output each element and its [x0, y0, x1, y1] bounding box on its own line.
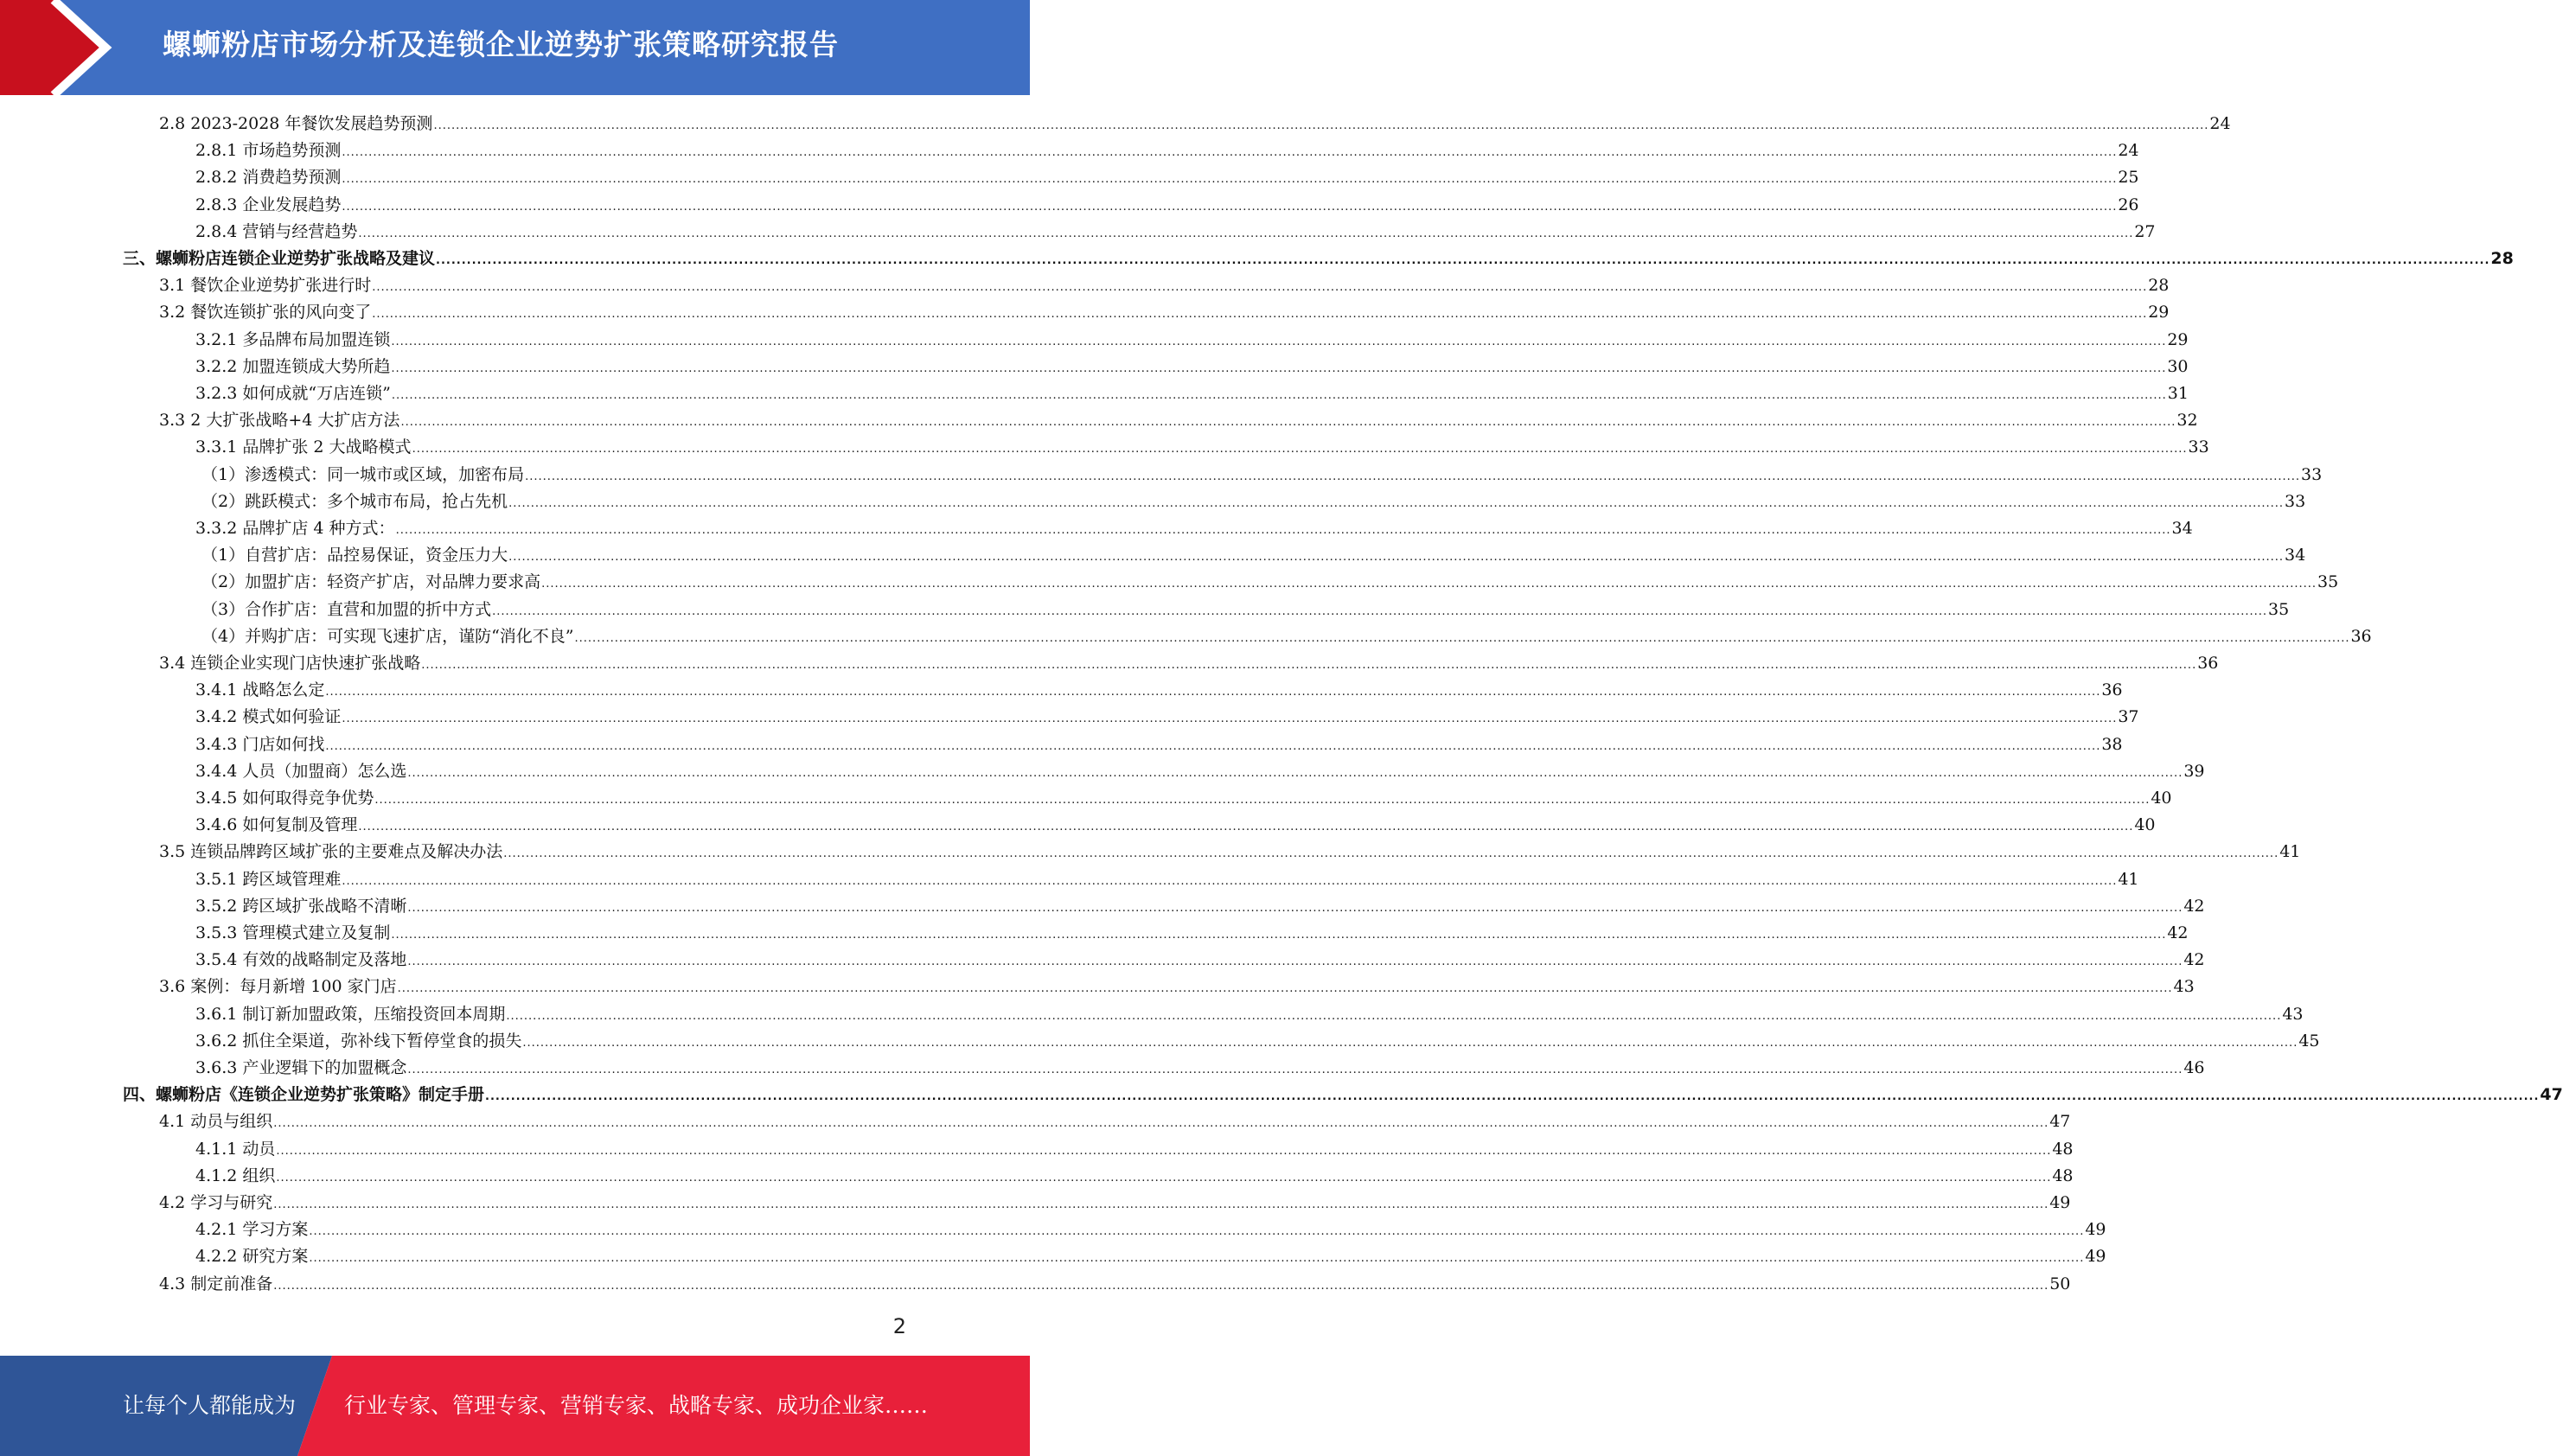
toc-entry-page: 43	[2282, 1004, 2304, 1024]
toc-entry-label: 3.4.5 如何取得竞争优势	[195, 789, 374, 808]
toc-entry-page: 31	[2167, 384, 2189, 403]
toc-entry-page: 34	[2171, 519, 2193, 538]
toc-dot-leader: ................................................................................................................................................................................................................................................................................................................................................................................................................	[325, 739, 2101, 753]
toc-dot-leader: ................................................................................................................................................................................................................................................................................................................................................................................................................	[508, 551, 2285, 565]
toc-entry[interactable]	[195, 758, 2205, 785]
toc-entry[interactable]	[195, 785, 2172, 812]
toc-entry[interactable]	[195, 731, 2123, 758]
report-title: 螺蛳粉店市场分析及连锁企业逆势扩张策略研究报告	[163, 28, 839, 61]
toc-entry[interactable]	[195, 1136, 2074, 1163]
toc-entry-page: 36	[2197, 654, 2219, 673]
toc-entry-page: 49	[2085, 1220, 2106, 1240]
toc-entry-label: 2.8.2 消费趋势预测	[195, 168, 342, 188]
toc-dot-leader: ................................................................................................................................................................................................................................................................................................................................................................................................................	[276, 1171, 2052, 1185]
toc-entry[interactable]	[159, 111, 2231, 137]
toc-entry-label: 3.5.3 管理模式建立及复制	[195, 923, 391, 942]
toc-entry[interactable]	[195, 327, 2189, 354]
toc-dot-leader: ................................................................................................................................................................................................................................................................................................................................................................................................................	[541, 578, 2317, 591]
toc-entry-page: 27	[2134, 221, 2156, 241]
toc-dot-leader: ................................................................................................................................................................................................................................................................................................................................................................................................................	[433, 119, 2209, 132]
toc-entry[interactable]	[159, 839, 2301, 865]
toc-dot-leader: ................................................................................................................................................................................................................................................................................................................................................................................................................	[492, 604, 2268, 618]
toc-entry-label: 3.5.4 有效的战略制定及落地	[195, 950, 407, 970]
toc-entry-label: 三、螺蛳粉店连锁企业逆势扩张战略及建议	[123, 249, 436, 268]
toc-dot-leader: ................................................................................................................................................................................................................................................................................................................................................................................................................	[309, 1225, 2085, 1239]
toc-entry-label: 4.2 学习与研究	[159, 1193, 273, 1212]
toc-entry-label: 3.3 2 大扩张战略+4 大扩店方法	[159, 411, 400, 431]
toc-entry-label: 2.8.4 营销与经营趋势	[195, 221, 358, 241]
toc-entry-page: 32	[2176, 411, 2198, 431]
toc-entry[interactable]	[195, 1028, 2320, 1055]
toc-entry-page: 29	[2148, 303, 2170, 322]
toc-entry[interactable]	[195, 192, 2139, 219]
toc-entry-page: 28	[2148, 276, 2170, 296]
toc-entry[interactable]	[159, 1190, 2071, 1217]
toc-entry[interactable]	[123, 1082, 2563, 1108]
toc-entry-page: 40	[2151, 789, 2172, 808]
toc-dot-leader: ................................................................................................................................................................................................................................................................................................................................................................................................................	[273, 1198, 2049, 1211]
toc-dot-leader: ................................................................................................................................................................................................................................................................................................................................................................................................................	[276, 1144, 2052, 1158]
toc-dot-leader: ................................................................................................................................................................................................................................................................................................................................................................................................................	[325, 686, 2101, 699]
toc-entry-page: 35	[2317, 572, 2339, 592]
toc-entry-page: 46	[2183, 1058, 2205, 1077]
header-red-arrow-decoration	[0, 0, 130, 95]
toc-dot-leader: ................................................................................................................................................................................................................................................................................................................................................................................................................	[508, 496, 2285, 510]
footer-slogan-left: 让每个人都能成为	[123, 1393, 297, 1418]
toc-entry-label: 3.3.1 品牌扩张 2 大战略模式	[195, 437, 412, 457]
toc-dot-leader: ................................................................................................................................................................................................................................................................................................................................................................................................................	[372, 308, 2148, 322]
page-footer	[0, 1356, 1030, 1456]
toc-entry-label: 4.1.1 动员	[195, 1139, 276, 1159]
toc-dot-leader: ................................................................................................................................................................................................................................................................................................................................................................................................................	[397, 982, 2173, 996]
toc-dot-leader: ................................................................................................................................................................................................................................................................................................................................................................................................................	[436, 254, 2490, 267]
toc-entry-label: 3.5.2 跨区域扩张战略不清晰	[195, 896, 407, 916]
toc-entry-page: 34	[2285, 546, 2306, 565]
toc-entry-label: 2.8 2023-2028 年餐饮发展趋势预测	[159, 114, 433, 133]
toc-dot-leader: ................................................................................................................................................................................................................................................................................................................................................................................................................	[407, 1063, 2183, 1076]
toc-entry-label: 3.6.2 抓住全渠道，弥补线下暂停堂食的损失	[195, 1031, 522, 1050]
toc-entry-label: （4）并购扩店：可实现飞速扩店，谨防“消化不良”	[201, 626, 574, 646]
toc-dot-leader: ................................................................................................................................................................................................................................................................................................................................................................................................................	[358, 821, 2134, 834]
toc-entry[interactable]	[195, 434, 2209, 461]
toc-dot-leader: ................................................................................................................................................................................................................................................................................................................................................................................................................	[342, 173, 2118, 187]
toc-entry[interactable]	[195, 1055, 2205, 1082]
toc-entry-page: 39	[2183, 761, 2205, 781]
toc-entry-page: 45	[2298, 1031, 2320, 1050]
toc-entry-label: 3.4.1 战略怎么定	[195, 680, 325, 700]
toc-entry[interactable]	[195, 866, 2139, 893]
toc-entry-page: 41	[2279, 842, 2301, 862]
toc-entry-label: 3.2 餐饮连锁扩张的风向变了	[159, 303, 372, 322]
toc-dot-leader: ................................................................................................................................................................................................................................................................................................................................................................................................................	[309, 1252, 2085, 1266]
toc-entry-page: 41	[2118, 869, 2139, 889]
toc-entry[interactable]	[195, 1163, 2074, 1190]
toc-entry[interactable]	[195, 1217, 2106, 1243]
toc-entry[interactable]	[159, 1271, 2071, 1298]
toc-entry[interactable]	[123, 246, 2514, 272]
toc-entry-page: 49	[2049, 1193, 2071, 1212]
toc-entry-page: 24	[2209, 114, 2231, 133]
toc-dot-leader: ................................................................................................................................................................................................................................................................................................................................................................................................................	[407, 955, 2183, 969]
toc-dot-leader: ................................................................................................................................................................................................................................................................................................................................................................................................................	[421, 659, 2197, 672]
toc-entry[interactable]	[195, 164, 2139, 191]
toc-entry-page: 49	[2085, 1247, 2106, 1267]
toc-entry-page: 40	[2134, 815, 2156, 835]
toc-entry[interactable]	[195, 219, 2156, 246]
toc-entry-page: 38	[2101, 734, 2123, 754]
toc-dot-leader: ................................................................................................................................................................................................................................................................................................................................................................................................................	[407, 766, 2183, 780]
toc-entry-page: 33	[2188, 437, 2209, 457]
toc-entry[interactable]	[195, 677, 2123, 704]
toc-dot-leader: ................................................................................................................................................................................................................................................................................................................................................................................................................	[485, 1090, 2540, 1104]
toc-dot-leader: ................................................................................................................................................................................................................................................................................................................................................................................................................	[372, 281, 2148, 295]
toc-dot-leader: ................................................................................................................................................................................................................................................................................................................................................................................................................	[525, 469, 2301, 483]
toc-dot-leader: ................................................................................................................................................................................................................................................................................................................................................................................................................	[503, 847, 2279, 861]
toc-entry[interactable]	[195, 893, 2205, 920]
toc-entry-label: 3.4.6 如何复制及管理	[195, 815, 358, 835]
toc-entry-label: 3.3.2 品牌扩店 4 种方式：	[195, 519, 395, 538]
toc-entry[interactable]	[195, 1001, 2304, 1028]
toc-dot-leader: ................................................................................................................................................................................................................................................................................................................................................................................................................	[400, 416, 2176, 430]
toc-entry-page: 33	[2285, 491, 2306, 511]
toc-entry-label: （1）自营扩店：品控易保证，资金压力大	[201, 546, 508, 565]
toc-entry-label: （3）合作扩店：直营和加盟的折中方式	[201, 599, 492, 619]
toc-dot-leader: ................................................................................................................................................................................................................................................................................................................................................................................................................	[358, 227, 2134, 240]
toc-entry-label: 3.4.3 门店如何找	[195, 734, 325, 754]
toc-entry-label: 3.4.2 模式如何验证	[195, 707, 342, 727]
toc-entry-label: 四、螺蛳粉店《连锁企业逆势扩张策略》制定手册	[123, 1085, 485, 1105]
toc-dot-leader: ................................................................................................................................................................................................................................................................................................................................................................................................................	[342, 146, 2118, 160]
toc-entry-label: （1）渗透模式：同一城市或区域，加密布局	[201, 464, 525, 484]
toc-entry[interactable]	[159, 650, 2219, 677]
toc-entry-label: 3.4.4 人员（加盟商）怎么选	[195, 761, 407, 781]
toc-entry-page: 48	[2052, 1139, 2074, 1159]
toc-entry-page: 50	[2049, 1274, 2071, 1293]
toc-entry[interactable]	[159, 407, 2198, 434]
toc-entry-page: 43	[2173, 977, 2195, 997]
toc-entry[interactable]	[195, 704, 2139, 731]
toc-entry[interactable]	[195, 137, 2139, 164]
toc-entry[interactable]	[195, 380, 2189, 407]
toc-entry-page: 42	[2183, 950, 2205, 970]
toc-entry-page: 30	[2167, 356, 2189, 376]
toc-entry-label: 4.3 制定前准备	[159, 1274, 273, 1293]
page-header	[0, 0, 1030, 95]
toc-dot-leader: ................................................................................................................................................................................................................................................................................................................................................................................................................	[407, 901, 2183, 915]
toc-dot-leader: ................................................................................................................................................................................................................................................................................................................................................................................................................	[391, 929, 2167, 942]
toc-entry-page: 29	[2167, 329, 2189, 349]
toc-entry-page: 25	[2118, 168, 2139, 188]
toc-entry-label: 3.2.1 多品牌布局加盟连锁	[195, 329, 391, 349]
toc-entry[interactable]	[159, 299, 2170, 326]
toc-entry[interactable]	[201, 489, 2306, 515]
toc-entry-page: 26	[2118, 195, 2139, 214]
toc-entry-label: 4.2.1 学习方案	[195, 1220, 309, 1240]
toc-dot-leader: ................................................................................................................................................................................................................................................................................................................................................................................................................	[522, 1036, 2298, 1050]
toc-entry-label: 4.2.2 研究方案	[195, 1247, 309, 1267]
toc-entry-label: 3.5 连锁品牌跨区域扩张的主要难点及解决办法	[159, 842, 503, 862]
toc-entry-label: 3.6 案例：每月新增 100 家门店	[159, 977, 397, 997]
toc-entry-label: 3.6.3 产业逻辑下的加盟概念	[195, 1058, 407, 1077]
toc-entry-label: 3.5.1 跨区域管理难	[195, 869, 342, 889]
toc-dot-leader: ................................................................................................................................................................................................................................................................................................................................................................................................................	[506, 1009, 2282, 1023]
toc-dot-leader: ................................................................................................................................................................................................................................................................................................................................................................................................................	[391, 335, 2167, 348]
toc-dot-leader: ................................................................................................................................................................................................................................................................................................................................................................................................................	[342, 200, 2118, 214]
toc-entry-label: 3.2.2 加盟连锁成大势所趋	[195, 356, 391, 376]
toc-entry-page: 42	[2183, 896, 2205, 916]
toc-dot-leader: ................................................................................................................................................................................................................................................................................................................................................................................................................	[273, 1279, 2049, 1293]
toc-entry[interactable]	[201, 569, 2339, 596]
toc-entry-label: 4.1.2 组织	[195, 1165, 276, 1185]
toc-entry-page: 33	[2301, 464, 2323, 484]
toc-entry[interactable]	[201, 542, 2306, 569]
toc-entry-page: 28	[2490, 249, 2514, 268]
toc-entry[interactable]	[201, 597, 2290, 623]
toc-entry[interactable]	[195, 1243, 2106, 1270]
toc-entry[interactable]	[159, 272, 2170, 299]
toc-entry-page: 36	[2350, 626, 2372, 646]
toc-entry-label: 3.1 餐饮企业逆势扩张进行时	[159, 276, 372, 296]
toc-entry-label: 4.1 动员与组织	[159, 1112, 273, 1132]
toc-dot-leader: ................................................................................................................................................................................................................................................................................................................................................................................................................	[391, 389, 2167, 402]
footer-slogan-right: 行业专家、管理专家、营销专家、战略专家、成功企业家……	[344, 1393, 929, 1418]
toc-entry-page: 24	[2118, 141, 2139, 161]
toc-dot-leader: ................................................................................................................................................................................................................................................................................................................................................................................................................	[395, 524, 2171, 537]
toc-entry[interactable]	[195, 812, 2156, 839]
toc-entry-page: 36	[2101, 680, 2123, 700]
toc-entry-page: 35	[2268, 599, 2290, 619]
toc-dot-leader: ................................................................................................................................................................................................................................................................................................................................................................................................................	[273, 1117, 2049, 1131]
toc-entry-page: 37	[2118, 707, 2139, 727]
toc-entry-label: 2.8.3 企业发展趋势	[195, 195, 342, 214]
toc-entry-label: 3.6.1 制订新加盟政策，压缩投资回本周期	[195, 1004, 506, 1024]
toc-entry[interactable]	[201, 623, 2372, 650]
toc-entry[interactable]	[159, 974, 2195, 1000]
toc-entry[interactable]	[195, 354, 2189, 380]
toc-entry-page: 48	[2052, 1165, 2074, 1185]
toc-entry-page: 47	[2049, 1112, 2071, 1132]
toc-entry[interactable]	[195, 920, 2189, 947]
toc-entry[interactable]	[159, 1108, 2071, 1135]
toc-dot-leader: ................................................................................................................................................................................................................................................................................................................................................................................................................	[342, 712, 2118, 726]
toc-entry-label: （2）加盟扩店：轻资产扩店，对品牌力要求高	[201, 572, 541, 592]
toc-dot-leader: ................................................................................................................................................................................................................................................................................................................................................................................................................	[574, 631, 2350, 645]
toc-entry[interactable]	[195, 947, 2205, 974]
toc-dot-leader: ................................................................................................................................................................................................................................................................................................................................................................................................................	[412, 443, 2188, 457]
toc-entry-label: 3.2.3 如何成就“万店连锁”	[195, 384, 391, 403]
toc-dot-leader: ................................................................................................................................................................................................................................................................................................................................................................................................................	[342, 874, 2118, 888]
toc-dot-leader: ................................................................................................................................................................................................................................................................................................................................................................................................................	[374, 794, 2151, 807]
toc-entry[interactable]	[201, 462, 2323, 489]
toc-entry-label: （2）跳跃模式：多个城市布局，抢占先机	[201, 491, 508, 511]
page-number: 2	[892, 1314, 906, 1338]
toc-entry[interactable]	[195, 515, 2193, 542]
toc-dot-leader: ................................................................................................................................................................................................................................................................................................................................................................................................................	[391, 361, 2167, 375]
toc-entry-label: 2.8.1 市场趋势预测	[195, 141, 342, 161]
toc-entry-page: 47	[2540, 1085, 2563, 1105]
toc-entry-page: 42	[2167, 923, 2189, 942]
toc-entry-label: 3.4 连锁企业实现门店快速扩张战略	[159, 654, 421, 673]
